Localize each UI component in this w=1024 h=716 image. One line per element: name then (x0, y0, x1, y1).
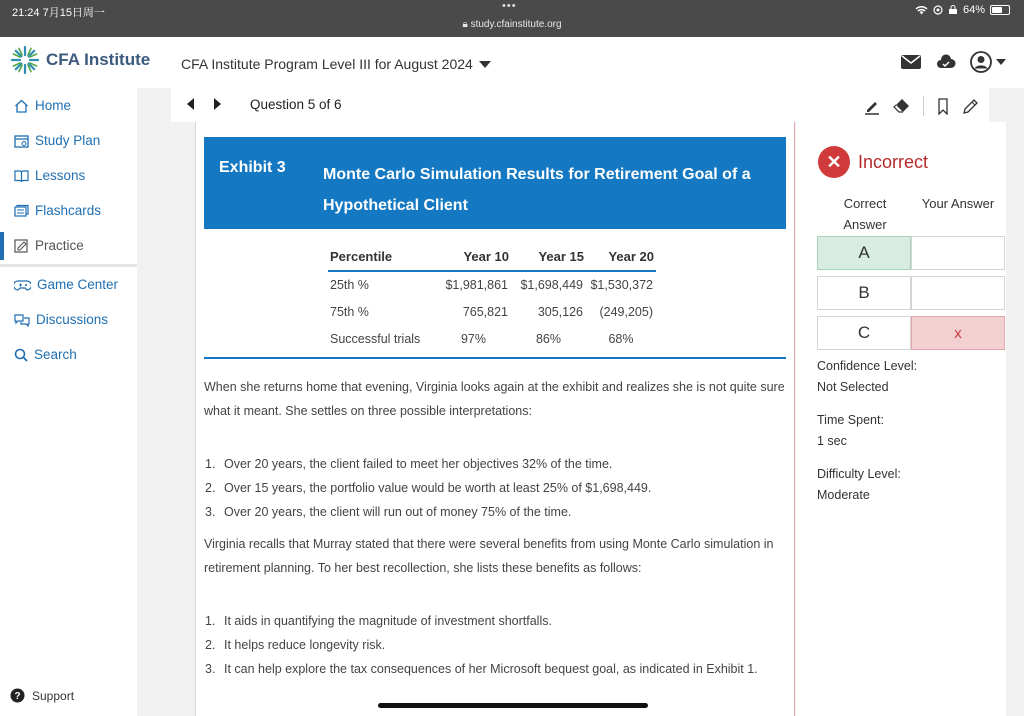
sidebar-divider (0, 264, 137, 267)
benefits-list (204, 609, 786, 681)
app-header (0, 37, 1024, 88)
sidebar-item-flashcards[interactable] (14, 203, 101, 218)
sidebar (0, 88, 137, 716)
exhibit-header (204, 137, 786, 229)
result-panel (796, 122, 1006, 716)
list-item: 3. It can help explore the tax consequences of her Microsoft bequest goal, as indicated in Exhibit 1. (205, 662, 758, 676)
difficulty-label: Difficulty Level: (817, 467, 901, 481)
toolbar-separator (923, 96, 924, 116)
table-cell: (249,205) (599, 305, 653, 319)
question-content (195, 122, 795, 716)
question-tools (863, 96, 979, 116)
correct-answer-header: Correct Answer (843, 196, 887, 232)
help-icon (10, 688, 25, 703)
practice-icon (14, 239, 29, 253)
interpretations-list (204, 452, 786, 524)
cfa-logo-icon (10, 45, 40, 75)
sidebar-item-practice[interactable] (14, 238, 84, 253)
svg-text:?: ? (14, 691, 21, 702)
table-cell: 86% (535, 332, 562, 346)
chevron-down-icon (996, 59, 1006, 65)
sidebar-item-label: Discussions (36, 312, 109, 327)
eraser-icon[interactable] (893, 97, 911, 115)
wifi-icon (915, 5, 928, 15)
column-header: Year 15 (511, 244, 586, 271)
account-menu[interactable] (970, 51, 1006, 73)
column-header: Year 10 (436, 244, 511, 271)
exhibit-title: Monte Carlo Simulation Results for Retirement Goal of a Hypothetical Client (323, 166, 751, 214)
question-counter: Question 5 of 6 (250, 97, 342, 112)
status-indicators (915, 4, 1010, 16)
list-item: 3. Over 20 years, the client will run out of money 75% of the time. (205, 505, 572, 519)
sidebar-item-label: Game Center (37, 277, 119, 292)
sidebar-item-label: Search (34, 347, 77, 362)
next-question-icon[interactable] (213, 98, 221, 110)
cloud-sync-icon[interactable] (936, 54, 956, 70)
result-status-text: Incorrect (858, 151, 929, 172)
correct-answer-b: B (817, 276, 911, 310)
table-cell: Successful trials (330, 332, 421, 346)
program-title: CFA Institute Program Level III for August 2024 (181, 56, 473, 72)
list-item: 1. Over 20 years, the client failed to meet her objectives 32% of the time. (205, 457, 613, 471)
your-answer-a (911, 236, 1005, 270)
bookmark-icon[interactable] (936, 98, 950, 115)
sidebar-item-study-plan[interactable] (14, 133, 100, 148)
chat-icon (14, 313, 30, 327)
your-answer-c: x (911, 316, 1005, 350)
prev-question-icon[interactable] (187, 98, 195, 110)
sidebar-item-label: Study Plan (35, 133, 101, 148)
table-cell: 68% (608, 332, 634, 346)
cfa-logo[interactable] (10, 45, 150, 75)
table-cell: 97% (460, 332, 487, 346)
column-header: Year 20 (586, 244, 656, 271)
calendar-icon (14, 134, 29, 148)
confidence-value: Not Selected (817, 380, 889, 394)
vignette-paragraph: Virginia recalls that Murray stated that there were several benefits from using Monte Carlo simulation in retirement planning. To her best recollection, she lists these benefits as follows: (204, 537, 774, 575)
program-selector[interactable] (181, 56, 491, 72)
sidebar-item-label: Lessons (35, 168, 86, 183)
search-icon (14, 348, 28, 362)
status-bar (0, 0, 1024, 37)
pencil-note-icon[interactable] (962, 98, 979, 115)
user-avatar-icon (970, 51, 992, 73)
sidebar-item-label: Practice (35, 238, 84, 253)
table-cell: 25th % (330, 278, 369, 292)
difficulty-value: Moderate (817, 488, 870, 502)
gamepad-icon (14, 278, 31, 291)
sidebar-item-label: Home (35, 98, 72, 113)
result-status (818, 146, 928, 178)
close-circle-icon: ✕ (818, 146, 850, 178)
sidebar-item-game-center[interactable] (14, 277, 118, 292)
your-answer-b (911, 276, 1005, 310)
correct-answer-c: C (817, 316, 911, 350)
header-actions (900, 51, 1006, 73)
lock-icon: 🔒︎ (462, 19, 468, 30)
table-header-row (328, 244, 656, 271)
highlighter-icon[interactable] (863, 97, 881, 115)
time-spent-label: Time Spent: (817, 413, 884, 427)
table-cell: $1,530,372 (590, 278, 653, 292)
your-answer-header: Your Answer (921, 196, 995, 211)
table-cell: $1,698,449 (520, 278, 583, 292)
lock-rotation-icon (948, 5, 958, 15)
exhibit-table (328, 244, 656, 353)
cards-icon (14, 204, 29, 218)
support-label: Support (32, 688, 75, 703)
table-cell: 75th % (330, 305, 369, 319)
logo-text: CFA Institute (46, 50, 151, 69)
confidence-label: Confidence Level: (817, 359, 918, 373)
address-bar[interactable] (0, 19, 1024, 30)
sidebar-item-label: Flashcards (35, 203, 102, 218)
sidebar-item-home[interactable] (14, 98, 71, 113)
table-row (328, 326, 656, 353)
exhibit-divider (204, 357, 786, 359)
chevron-down-icon (479, 61, 491, 68)
mail-icon[interactable] (900, 54, 922, 70)
active-indicator (0, 232, 4, 260)
vignette-paragraph: When she returns home that evening, Virginia looks again at the exhibit and realizes she is not quite sure what it meant. She settles on three possible interpretations: (204, 380, 785, 418)
support-link[interactable] (10, 688, 74, 703)
home-icon (14, 99, 29, 113)
correct-answer-a: A (817, 236, 911, 270)
table-cell: $1,981,861 (445, 278, 508, 292)
exhibit-number: Exhibit 3 (219, 159, 286, 176)
question-toolbar (171, 88, 989, 122)
question-nav (187, 98, 221, 110)
time-spent-value: 1 sec (817, 434, 847, 448)
list-item: 2. Over 15 years, the portfolio value would be worth at least 25% of $1,698,449. (205, 481, 652, 495)
table-cell: 765,821 (462, 305, 508, 319)
table-row (328, 299, 656, 326)
status-time: 21:24 7月15日周一 (12, 7, 105, 19)
url-text: study.cfainstitute.org (470, 19, 562, 30)
column-header: Percentile (328, 244, 436, 271)
sidebar-item-lessons[interactable] (14, 168, 85, 183)
home-indicator[interactable] (378, 703, 648, 708)
list-item: 2. It helps reduce longevity risk. (205, 638, 386, 652)
more-dots-icon[interactable]: ••• (502, 0, 517, 12)
battery-percent: 64% (962, 4, 985, 16)
table-row (328, 271, 656, 299)
location-icon (933, 5, 943, 15)
sidebar-item-discussions[interactable] (14, 312, 108, 327)
table-cell: 305,126 (537, 305, 583, 319)
sidebar-item-search[interactable] (14, 347, 77, 362)
book-icon (14, 169, 29, 183)
battery-icon (990, 5, 1010, 15)
list-item: 1. It aids in quantifying the magnitude of investment shortfalls. (205, 614, 552, 628)
